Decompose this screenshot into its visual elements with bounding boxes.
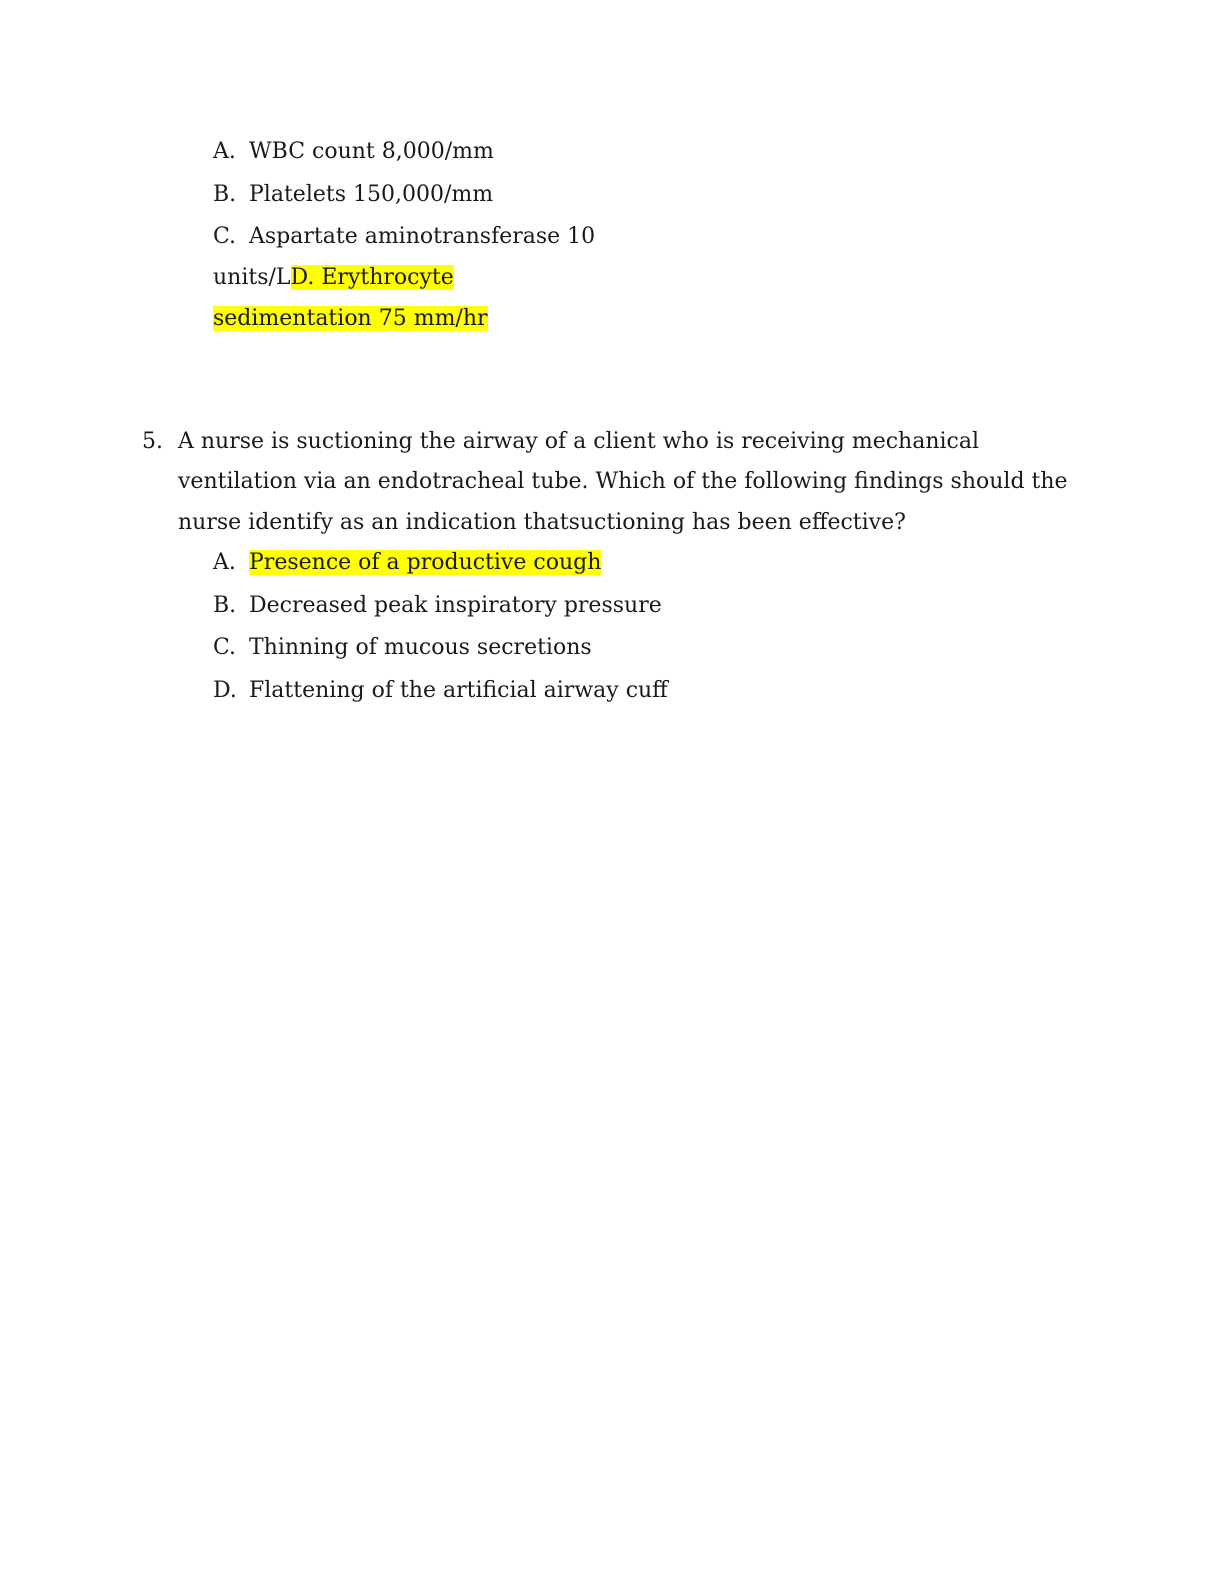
q4-option-c-wrap	[213, 263, 454, 293]
q4-option-c-text: Aspartate aminotransferase 10	[249, 224, 596, 249]
q5-option-d-text: Flattening of the artificial airway cuff	[249, 678, 668, 703]
q4-option-c	[213, 222, 595, 252]
q4-option-a	[213, 137, 494, 167]
q5-stem-line-3: nurse identify as an indication thatsuctioning has been effective?	[178, 510, 906, 535]
q5-option-a	[213, 548, 601, 578]
q5-stem-line-2: ventilation via an endotracheal tube. Which of the following findings should the	[178, 469, 1068, 494]
q5-option-a-letter: A.	[213, 550, 236, 575]
q4-option-a-letter: A.	[213, 139, 236, 164]
q4-answer-highlight-line1: D. Erythrocyte	[290, 265, 454, 290]
q5-stem-line-1: A nurse is suctioning the airway of a client who is receiving mechanical	[178, 429, 980, 454]
q5-option-c-letter: C.	[213, 635, 237, 660]
q5-number: 5.	[142, 429, 163, 454]
q4-option-b-text: Platelets 150,000/mm	[249, 182, 494, 207]
q4-answer-highlight-line2: sedimentation 75 mm/hr	[213, 306, 488, 331]
q5-option-c	[213, 633, 592, 663]
q5-option-d-letter: D.	[213, 678, 237, 703]
q4-answer-line2	[213, 304, 488, 334]
q5-option-b-text: Decreased peak inspiratory pressure	[249, 593, 662, 618]
q5-option-b-letter: B.	[213, 593, 237, 618]
q4-option-c-wrap-text: units/L	[213, 265, 291, 290]
q4-option-a-text: WBC count 8,000/mm	[249, 139, 494, 164]
q5-option-c-text: Thinning of mucous secretions	[249, 635, 592, 660]
q4-option-c-letter: C.	[213, 224, 237, 249]
q5-option-a-text-highlighted: Presence of a productive cough	[249, 550, 602, 575]
q4-option-b-letter: B.	[213, 182, 237, 207]
q4-option-b	[213, 180, 493, 210]
q5-option-d	[213, 676, 668, 706]
q5-option-b	[213, 591, 662, 621]
